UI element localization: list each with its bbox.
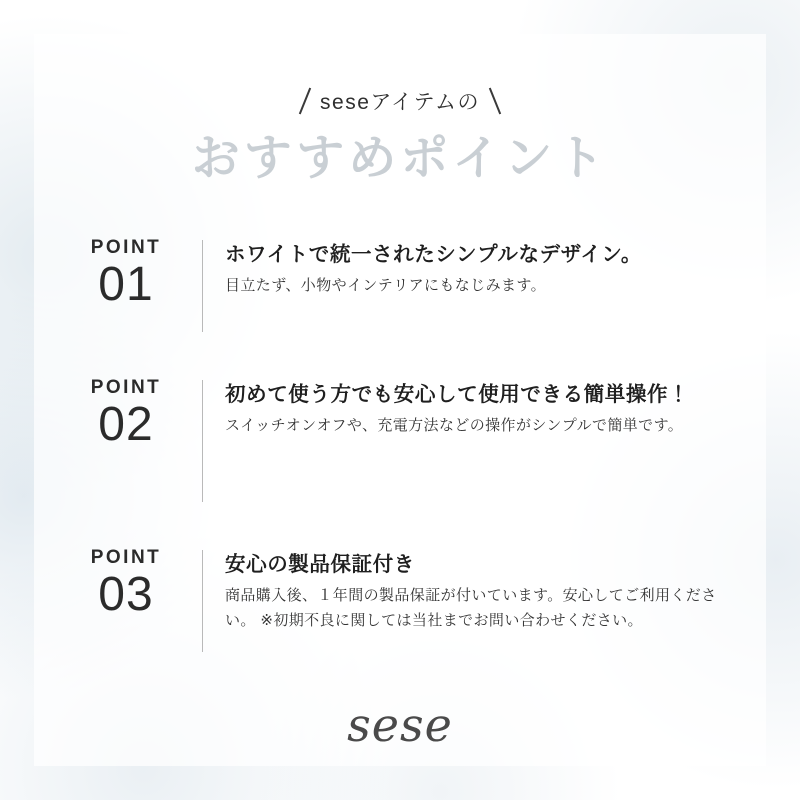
brand-logo: sese [347, 698, 453, 752]
point-description: 商品購入後、１年間の製品保証が付いています。安心してご利用ください。 ※初期不良に関しては当社までお問い合わせください。 [225, 587, 717, 629]
footer [0, 698, 800, 752]
eyebrow-row [70, 86, 730, 116]
list-item [70, 236, 730, 332]
point-body-01 [225, 236, 730, 299]
point-description: 目立たず、小物やインテリアにもなじみます。 [225, 277, 547, 295]
page-title: おすすめポイント [191, 132, 609, 185]
list-item [70, 546, 730, 652]
point-number: 02 [98, 398, 154, 452]
eyebrow-text: seseアイテムの [320, 91, 480, 114]
point-word: POINT [90, 236, 162, 258]
point-title: 初めて使う方でも安心して使用できる簡単操作！ [225, 382, 690, 406]
point-body-03 [225, 546, 730, 633]
divider [202, 550, 203, 652]
point-body-02 [225, 376, 730, 439]
point-word: POINT [90, 376, 162, 398]
point-number: 01 [98, 258, 154, 312]
slash-right-icon [489, 88, 501, 115]
point-label-02 [70, 376, 182, 451]
point-description: スイッチオンオフや、充電方法などの操作がシンプルで簡単です。 [225, 417, 684, 435]
point-title: ホワイトで統一されたシンプルなデザイン。 [225, 242, 642, 266]
points-list [70, 236, 730, 652]
point-word: POINT [90, 546, 162, 568]
point-title: 安心の製品保証付き [225, 552, 415, 576]
divider [202, 240, 203, 332]
divider [202, 380, 203, 502]
point-label-01 [70, 236, 182, 311]
point-label-03 [70, 546, 182, 621]
point-number: 03 [98, 568, 154, 622]
slash-left-icon [299, 88, 311, 115]
list-item [70, 376, 730, 502]
